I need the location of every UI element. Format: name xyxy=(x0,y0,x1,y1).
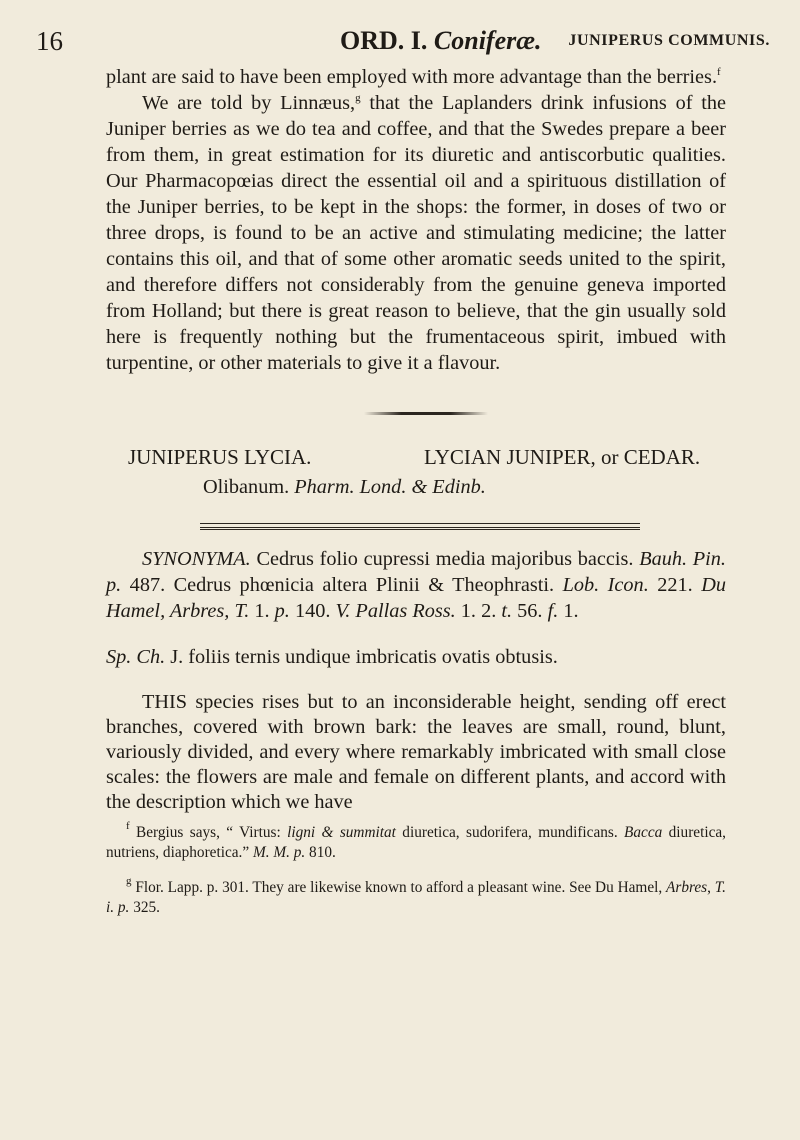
footnote-text: Bergius says, “ Virtus: xyxy=(129,824,288,841)
species-common-name: LYCIAN JUNIPER, or CEDAR. xyxy=(424,445,701,469)
footnote-text: , xyxy=(707,879,715,897)
species-latin-name: JUNIPERUS LYCIA. xyxy=(128,445,312,469)
footnote-italic: M. M. p. xyxy=(252,844,306,861)
footnote-ref-g: g xyxy=(355,92,361,104)
pharmacopoeia-ref: Pharm. Lond. & Edinb. xyxy=(294,476,486,498)
synonym-citation: p. xyxy=(274,600,290,622)
specific-character-text: J. foliis ternis undique imbricatis ovatis obtusis. xyxy=(165,646,558,668)
synonym-text: Cedrus folio cupressi media majoribus baccis. xyxy=(250,548,640,570)
footnote-italic: Arbres xyxy=(666,879,708,897)
footnote-text: diuretica, nutriens, diaphoretica.” xyxy=(106,824,726,861)
officinal-drug: Olibanum. xyxy=(203,476,290,498)
paragraph-continued xyxy=(106,64,726,90)
page-number: 16 xyxy=(36,26,63,56)
officinal-name xyxy=(203,473,726,501)
footnote-italic: T. i. p. xyxy=(106,879,726,917)
synonym-text: 1. xyxy=(558,600,579,622)
synonym-text: 1. xyxy=(249,600,275,622)
footnote-mark: f xyxy=(126,820,130,832)
section-divider xyxy=(364,412,488,415)
running-head-species: JUNIPERUS COMMUNIS. xyxy=(568,32,770,49)
synonyma-label: SYNONYMA. xyxy=(142,548,251,570)
synonym-citation: f. xyxy=(547,600,559,622)
footnote-f xyxy=(106,820,726,863)
synonym-text: 140. xyxy=(289,600,336,622)
footnote-mark: g xyxy=(126,875,132,888)
synonym-text: 1. 2. xyxy=(455,600,502,622)
footnote-text: Flor. Lapp. p. 301. They are likewise known to afford a pleasant wine. See Du Hamel, xyxy=(131,879,667,897)
paragraph-text: We are told by Linnæus, xyxy=(142,92,356,114)
page-body xyxy=(106,64,726,934)
footnote-g xyxy=(106,875,726,918)
synonym-text: 56. xyxy=(512,600,548,622)
footnote-text: 325. xyxy=(129,899,160,917)
paragraph-text: plant are said to have been employed with more advantage than the berries. xyxy=(106,66,718,88)
paragraph-text: THIS species rises but to an inconsiderable height, sending off erect branches, covered with brown bark: the leaves are small, round, blunt, variously divided, and every where remarkably imbricated with small close scales: the flowers are male and female on different plants, and accord with the description which we have xyxy=(106,691,726,813)
order-title xyxy=(340,26,542,56)
synonym-text: 487. Cedrus phœnicia altera Plinii & Theophrasti. xyxy=(121,574,563,596)
synonym-citation: V. Pallas Ross. xyxy=(335,600,456,622)
synonym-text: 221. xyxy=(648,574,702,596)
specific-character-label: Sp. Ch. xyxy=(106,646,166,668)
double-rule-divider xyxy=(200,523,640,530)
synonym-citation: Bauh. Pin. p. xyxy=(106,548,726,596)
synonym-citation: Lob. Icon. xyxy=(562,574,649,596)
species-heading xyxy=(106,443,726,471)
paragraph-text: that the Laplanders drink infusions of the Juniper berries as we do tea and coffee, and that the Swedes prepare a beer from them, in great estimation for its diuretic and antiscorbutic qualities. Our Pharmacopœias direct the essential oil and a spirituous distillation of the Juniper berries, to be kept in the shops: the former, in doses of two or three drops, is found to be an active and stimulating medicine; the latter contains this oil, and that of some other aromatic seeds united to the spirit, and therefore differs not considerably from the genuine geneva imported from Holland; but there is great reason to believe, that the gin usually sold here is frequently nothing but the frumentaceous spirit, imbued with turpentine, or other materials to give it a flavour. xyxy=(106,92,727,374)
footnote-italic: Bacca xyxy=(624,824,663,841)
running-header xyxy=(36,26,770,60)
footnote-text: 810. xyxy=(305,844,336,861)
synonyma-paragraph xyxy=(106,546,726,624)
order-number: ORD. I. xyxy=(340,26,428,55)
synonym-citation: t. xyxy=(501,600,513,622)
footnote-text: diuretica, sudorifera, mundificans. xyxy=(395,824,625,841)
paragraph-linnaeus xyxy=(106,90,726,376)
specific-character xyxy=(106,644,726,670)
family-name: Coniferæ. xyxy=(433,26,542,55)
synonym-citation: Du Hamel, Arbres, T. xyxy=(106,574,726,622)
footnote-italic: ligni & summitat xyxy=(287,824,396,841)
footnote-ref-f: f xyxy=(717,66,721,78)
description-paragraph xyxy=(106,690,726,815)
